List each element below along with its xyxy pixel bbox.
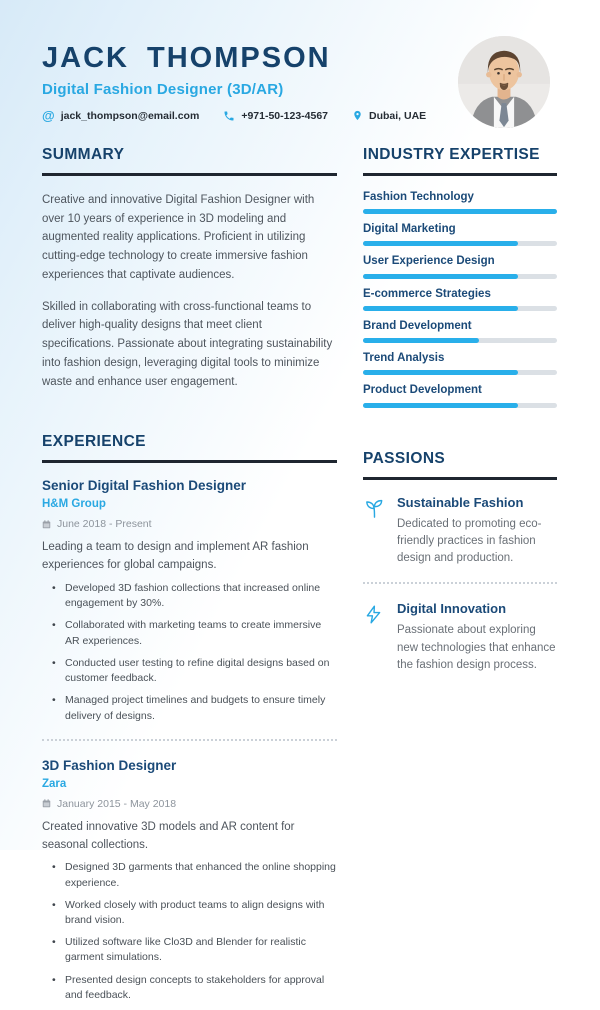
job-bullet: • Utilized software like Clo3D and Blender for realistic garment simulations.: [52, 935, 337, 965]
passion-title: Sustainable Fashion: [397, 494, 524, 510]
job-bullet: • Presented design concepts to stakeholders for approval and feedback.: [52, 973, 337, 1003]
job-company: Zara: [42, 777, 67, 790]
summary-heading: SUMMARY: [42, 146, 337, 176]
skill-bar-track: [363, 306, 557, 311]
skill-name: Trend Analysis: [363, 352, 445, 365]
job-date-row: [42, 518, 337, 530]
calendar-icon: [42, 520, 51, 529]
job-title: Senior Digital Fashion Designer: [42, 478, 247, 494]
skill-bar-track: [363, 370, 557, 375]
leaf-icon: [363, 495, 397, 520]
experience-section: [42, 433, 337, 1003]
job-date: January 2015 - May 2018: [57, 797, 177, 810]
location-contact: [352, 109, 426, 122]
at-icon: @: [42, 108, 55, 123]
job-company: H&M Group: [42, 498, 106, 511]
skill-item: [363, 384, 557, 407]
skill-item: [363, 352, 557, 375]
skill-item: [363, 255, 557, 278]
skill-item: [363, 288, 557, 311]
phone-icon: [223, 110, 235, 122]
skill-bar-fill: [363, 338, 479, 343]
job-description: Created innovative 3D models and AR content for seasonal collections.: [42, 820, 295, 851]
skill-bar-track: [363, 274, 557, 279]
candidate-title: Digital Fashion Designer (3D/AR): [42, 81, 284, 98]
passion-item: [363, 601, 557, 674]
passions-heading: PASSIONS: [363, 450, 557, 480]
skill-item: [363, 320, 557, 343]
skill-name: Product Development: [363, 384, 482, 397]
phone-text: +971-50-123-4567: [241, 109, 329, 122]
passion-description: Dedicated to promoting eco-friendly practices in fashion design and production.: [397, 517, 542, 565]
passion-content: [397, 495, 557, 568]
passions-section: [363, 450, 557, 675]
content-columns: [42, 146, 557, 1010]
passion-divider: [363, 582, 557, 584]
email-text: jack_thompson@email.com: [60, 109, 200, 122]
skill-bar-fill: [363, 370, 518, 375]
passion-title: Digital Innovation: [397, 601, 507, 617]
job-description: Leading a team to design and implement AR fashion experiences for global campaigns.: [42, 541, 309, 572]
passion-description: Passionate about exploring new technologies that enhance the fashion design process.: [397, 624, 556, 671]
bolt-icon: [363, 601, 397, 626]
job-bullet: • Conducted user testing to refine digital designs based on customer feedback.: [52, 656, 337, 686]
industry-expertise-section: [363, 146, 557, 408]
profile-photo: [458, 36, 550, 128]
skill-name: Fashion Technology: [363, 191, 474, 203]
summary-paragraph: Skilled in collaborating with cross-functional teams to deliver high-quality designs that meet client specifications. Passionate about integrating sustainability into fashion design, leveraging digital tools to minimize waste and enhance user engagement.: [42, 300, 333, 388]
candidate-name: JACK THOMPSON: [42, 42, 331, 74]
passion-item: [363, 495, 557, 568]
skill-bar-fill: [363, 209, 557, 214]
email-contact[interactable]: [42, 109, 199, 122]
job-bullet: • Worked closely with product teams to align designs with brand vision.: [52, 898, 337, 928]
job-bullet: • Designed 3D garments that enhanced the online shopping experience.: [52, 860, 337, 890]
job-entry: [42, 478, 337, 723]
skill-bar-fill: [363, 403, 518, 408]
skill-item: [363, 223, 557, 246]
skill-name: Digital Marketing: [363, 223, 456, 236]
skill-bar-track: [363, 338, 557, 343]
right-column: [363, 146, 557, 1010]
summary-paragraph: Creative and innovative Digital Fashion Designer with over 10 years of experience in 3D modeling and augmented reality applications. Proficient in utilizing cutting-edge technology to create immersive fashion experiences that captivate audiences.: [42, 194, 315, 281]
skill-bar-track: [363, 209, 557, 214]
job-bullet: • Collaborated with marketing teams to create immersive AR experiences.: [52, 618, 337, 648]
job-bullets: [52, 860, 337, 1003]
header: [42, 44, 557, 122]
job-entry: [42, 758, 337, 1003]
calendar-icon: [42, 799, 51, 808]
industry-expertise-heading: INDUSTRY EXPERTISE: [363, 146, 557, 176]
job-divider: [42, 739, 337, 741]
skill-bar-track: [363, 241, 557, 246]
job-date-row: [42, 798, 337, 810]
phone-contact: [223, 110, 328, 122]
job-bullet: • Developed 3D fashion collections that increased online engagement by 30%.: [52, 581, 337, 611]
skill-bar-fill: [363, 274, 518, 279]
job-title: 3D Fashion Designer: [42, 757, 177, 773]
job-bullet: • Managed project timelines and budgets to ensure timely delivery of designs.: [52, 693, 337, 723]
avatar-illustration: [458, 36, 550, 128]
location-text: Dubai, UAE: [369, 109, 427, 122]
left-column: [42, 146, 337, 1010]
summary-section: [42, 146, 337, 391]
job-bullets: [52, 581, 337, 724]
skill-name: E-commerce Strategies: [363, 287, 491, 300]
skill-bar-fill: [363, 306, 518, 311]
passion-content: [397, 601, 557, 674]
location-pin-icon: [352, 109, 363, 122]
experience-heading: EXPERIENCE: [42, 433, 337, 463]
skill-name: Brand Development: [363, 319, 472, 332]
skill-bar-fill: [363, 241, 518, 246]
job-date: June 2018 - Present: [57, 518, 152, 531]
skill-name: User Experience Design: [363, 255, 495, 268]
skill-item: [363, 191, 557, 214]
skill-bar-track: [363, 403, 557, 408]
